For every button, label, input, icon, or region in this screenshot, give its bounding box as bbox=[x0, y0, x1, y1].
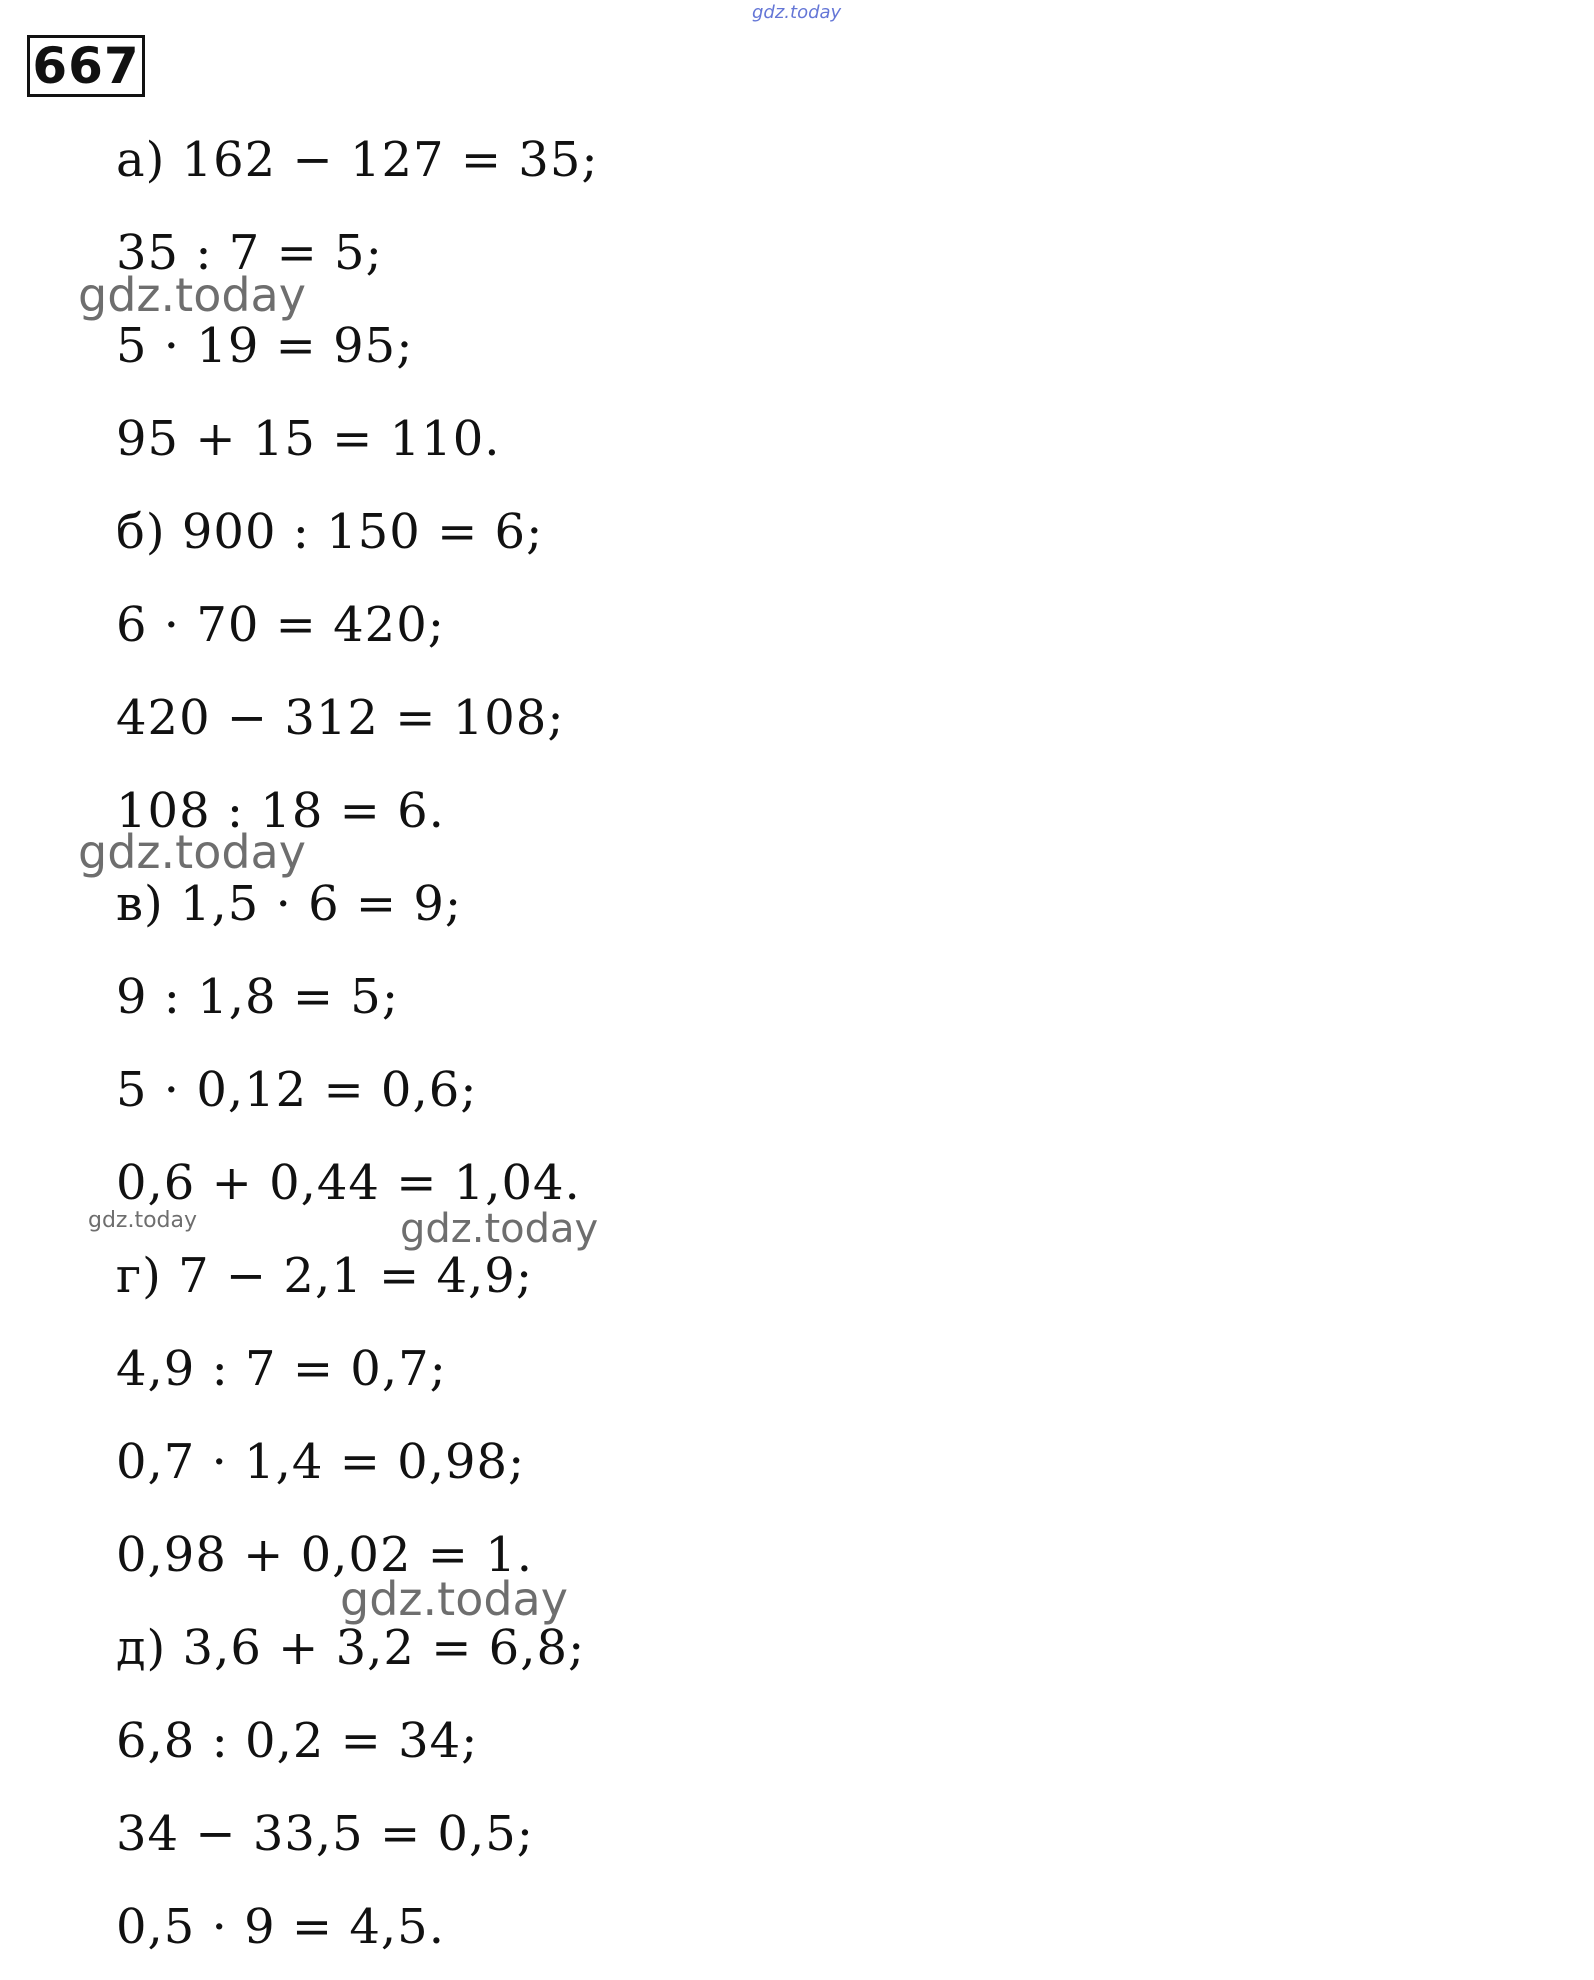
solution-line: 0,6 + 0,44 = 1,04. bbox=[116, 1155, 581, 1211]
watermark: gdz.today bbox=[88, 1208, 198, 1233]
watermark: gdz.today bbox=[78, 825, 306, 879]
solution-line: 420 − 312 = 108; bbox=[116, 690, 565, 746]
solution-line: 6 · 70 = 420; bbox=[116, 597, 445, 653]
solution-line: 5 · 0,12 = 0,6; bbox=[116, 1062, 478, 1118]
solution-line: 108 : 18 = 6. bbox=[116, 783, 445, 839]
solution-line: 4,9 : 7 = 0,7; bbox=[116, 1341, 447, 1397]
solution-line: 0,5 · 9 = 4,5. bbox=[116, 1899, 445, 1955]
solution-lines bbox=[116, 120, 599, 1980]
solution-line: 5 · 19 = 95; bbox=[116, 318, 414, 374]
watermark: gdz.today bbox=[340, 1572, 568, 1626]
solution-line: 0,7 · 1,4 = 0,98; bbox=[116, 1434, 526, 1490]
solution-line: а) 162 − 127 = 35; bbox=[116, 132, 599, 188]
solution-line: 6,8 : 0,2 = 34; bbox=[116, 1713, 479, 1769]
watermark: gdz.today bbox=[78, 268, 306, 322]
solution-line: д) 3,6 + 3,2 = 6,8; bbox=[116, 1620, 586, 1676]
solution-line: 9 : 1,8 = 5; bbox=[116, 969, 400, 1025]
solution-line: 34 − 33,5 = 0,5; bbox=[116, 1806, 534, 1862]
solution-line: 95 + 15 = 110. bbox=[116, 411, 501, 467]
problem-number: 667 bbox=[27, 35, 145, 97]
solution-line: 0,98 + 0,02 = 1. bbox=[116, 1527, 534, 1583]
solution-line: в) 1,5 · 6 = 9; bbox=[116, 876, 463, 932]
watermark: gdz.today bbox=[752, 2, 842, 23]
watermark: gdz.today bbox=[400, 1206, 599, 1252]
solution-line: г) 7 − 2,1 = 4,9; bbox=[116, 1248, 533, 1304]
solution-line: 35 : 7 = 5; bbox=[116, 225, 383, 281]
solution-line: б) 900 : 150 = 6; bbox=[116, 504, 544, 560]
